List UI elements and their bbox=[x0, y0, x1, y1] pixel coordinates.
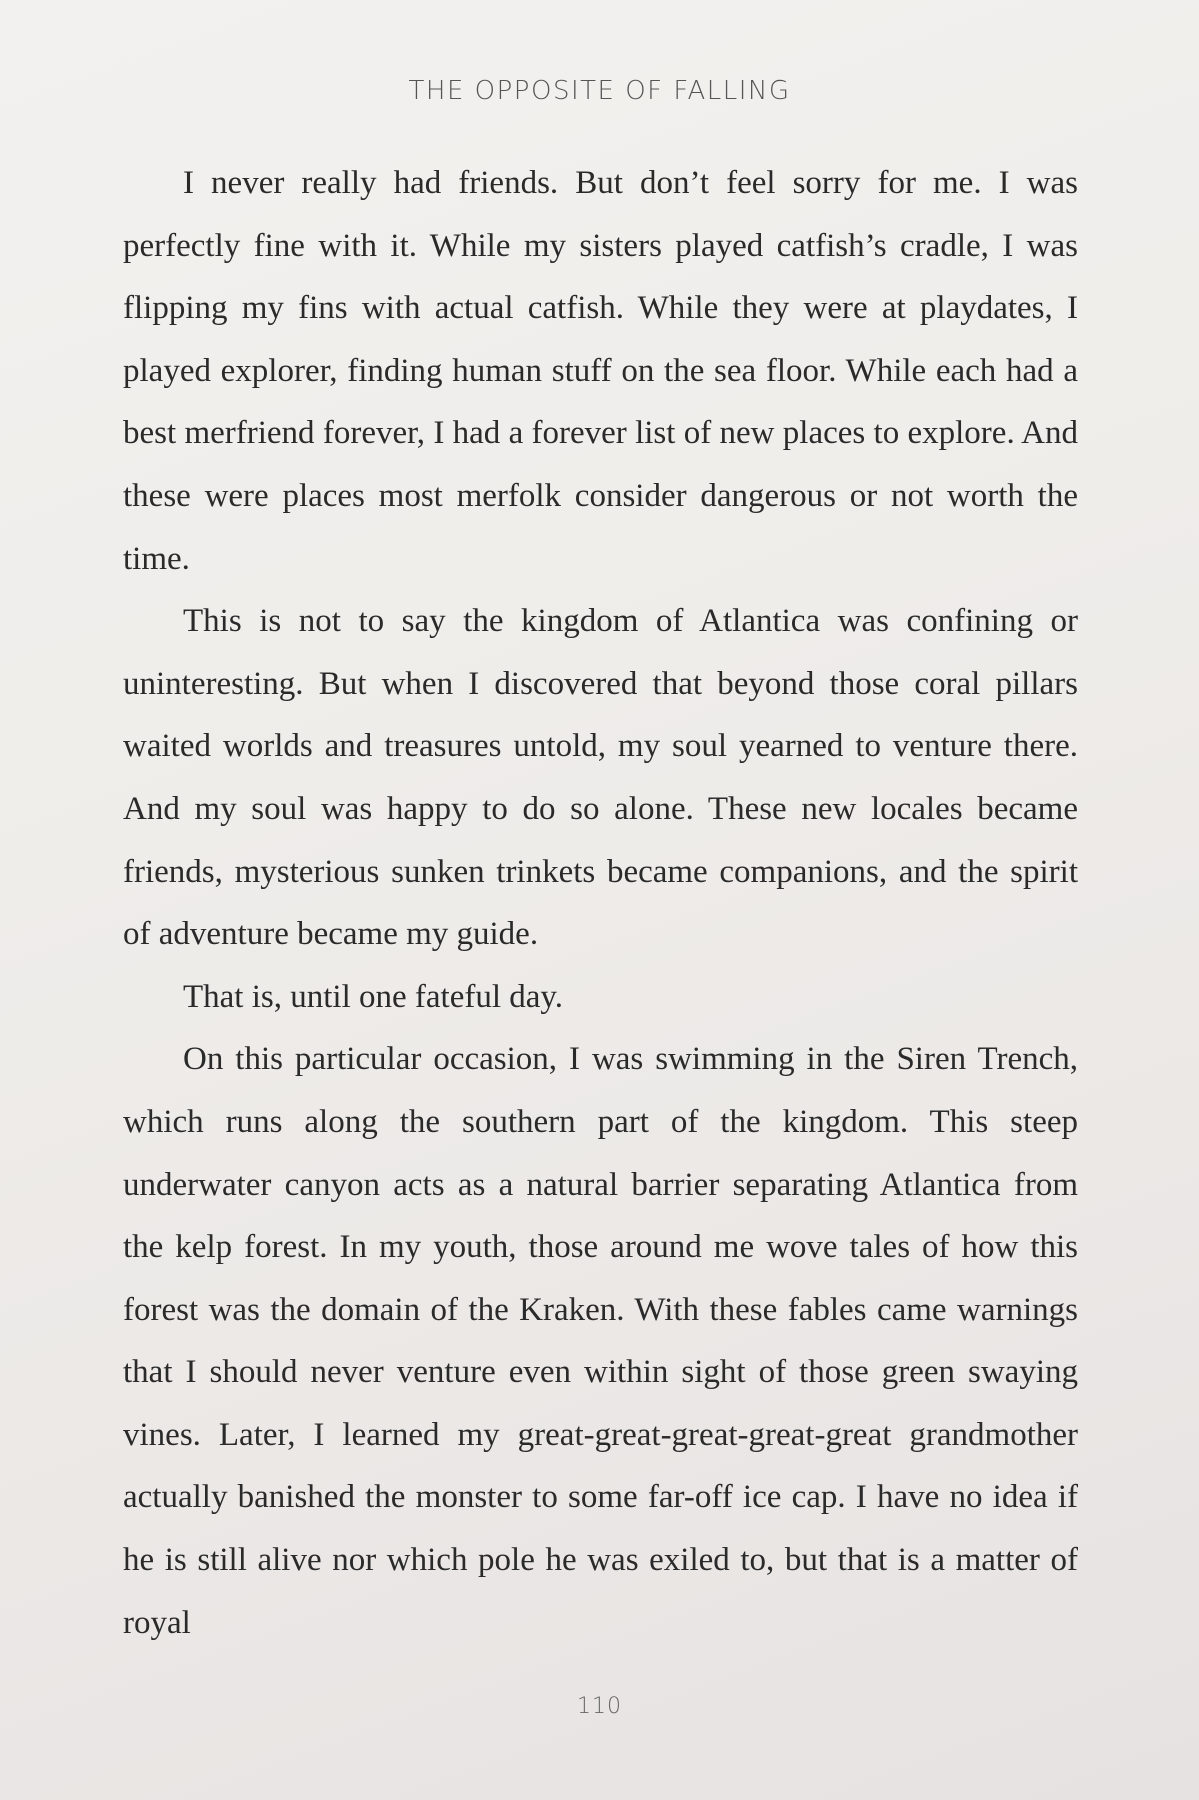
paragraph-4: On this particular occasion, I was swimming in the Siren Trench, which runs along the southern part of the kingdom. This steep underwater canyon acts as a natural barrier separating Atlantica from the kelp forest. In my youth, those around me wove tales of how this forest was the domain of the Kraken. With these fables came warnings that I should never venture even within sight of those green swaying vines. Later, I learned my great-great-great-great-great grandmother actually banished the monster to some far-off ice cap. I have no idea if he is still alive nor which pole he was exiled to, but that is a matter of royal bbox=[123, 1041, 1078, 1641]
paragraph-3: That is, until one fateful day. bbox=[183, 978, 563, 1015]
running-head: THE OPPOSITE OF FALLING bbox=[408, 76, 791, 106]
paragraph-1: I never really had friends. But don’t feel sorry for me. I was perfectly fine with it. While my sisters played catfish’s cradle, I was flipping my fins with actual catfish. While they were at playdates, I played explorer, finding human stuff on the sea floor. While each had a best merfriend forever, I had a forever list of new places to explore. And these were places most merfolk consider dangerous or not worth the time. bbox=[123, 165, 1078, 577]
page-number: 110 bbox=[577, 1694, 622, 1719]
paragraph-2: This is not to say the kingdom of Atlantica was confining or uninteresting. But when I discovered that beyond those coral pillars waited worlds and treasures untold, my soul yearned to venture there. And my soul was happy to do so alone. These new locales became friends, mysterious sunken trinkets became companions, and the spirit of adventure became my guide. bbox=[123, 603, 1078, 953]
body-text bbox=[123, 152, 1078, 1654]
